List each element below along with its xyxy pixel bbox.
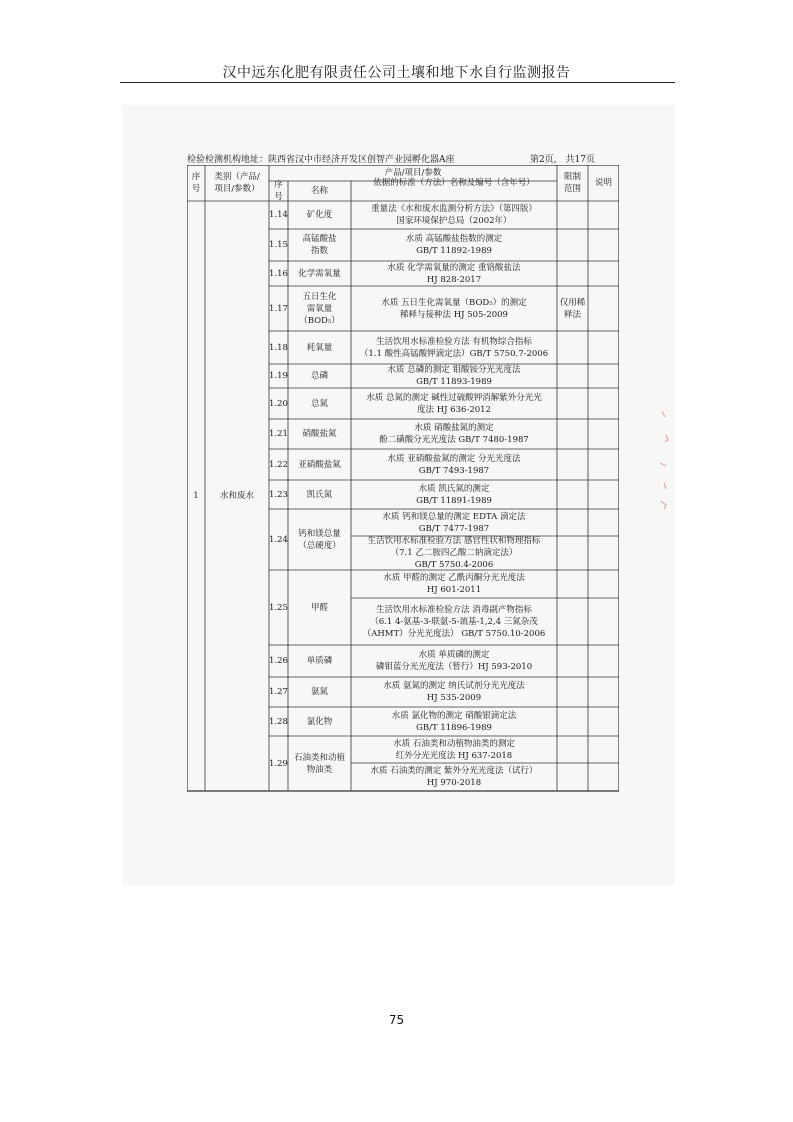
row-note [588, 645, 619, 677]
header-category: 类别（产品/ 项目/参数） [214, 172, 260, 194]
row-limit [557, 449, 588, 480]
row-limit [557, 645, 588, 677]
row-number: 1.18 [269, 342, 288, 353]
lab-address: 检验检测机构地址：陕西省汉中市经济开发区创智产业园孵化器A座 [187, 155, 455, 165]
row-limit [557, 388, 588, 419]
row-limit [557, 480, 588, 509]
group-category: 水和废水 [219, 491, 254, 501]
row-number: 1.29 [269, 758, 288, 769]
row-number: 1.28 [269, 716, 288, 727]
row-standard: 水质 甲醛的测定 乙酰丙酮分光光度法 HJ 601-2011 [383, 573, 525, 595]
header-limit: 限制 范围 [563, 172, 581, 194]
header-divider [120, 82, 675, 83]
row-note [588, 331, 619, 364]
header-sub-seq: 序号 [274, 180, 283, 202]
row-note [588, 286, 619, 331]
test-methods-table [187, 165, 619, 825]
row-parameter-name: 矿化度 [306, 210, 333, 220]
row-standard: 水质 总磷的测定 钼酸铵分光光度法 GB/T 11893-1989 [387, 365, 521, 387]
row-note [588, 449, 619, 480]
header-seq: 序 号 [191, 172, 201, 194]
row-parameter-name: 石油类和动植 物油类 [293, 752, 345, 775]
row-note [588, 419, 619, 449]
page-number: 75 [388, 1013, 405, 1027]
row-note [588, 677, 619, 707]
row-note [588, 229, 619, 261]
row-standard: 水质 亚硝酸盐氮的测定 分光光度法 GB/T 7493-1987 [387, 453, 521, 476]
row-note [588, 509, 619, 570]
row-parameter-name: 耗氧量 [306, 342, 333, 353]
row-number: 1.27 [269, 687, 288, 697]
row-standard: 水质 氯化物的测定 硝酸银滴定法 GB/T 11896-1989 [391, 710, 517, 733]
row-limit [557, 736, 588, 791]
row-parameter-name: 总磷 [310, 371, 328, 381]
row-note [588, 707, 619, 736]
row-number: 1.15 [269, 240, 288, 250]
row-standard: 水质 化学需氧量的测定 重铬酸盐法 HJ 828-2017 [387, 262, 521, 285]
row-number: 1.24 [269, 534, 288, 545]
header-product-group: 产品/项目/参数 [384, 168, 442, 178]
row-note [588, 261, 619, 286]
row-standard: 生活饮用水标准检验方法 有机物综合指标 （1.1 酸性高锰酸钾滴定法）GB/T 5750.7-2006 [359, 336, 549, 359]
row-standard: 水质 高锰酸盐指数的测定 GB/T 11892-1989 [405, 234, 503, 256]
page-indicator: 第2页， 共17页 [529, 155, 595, 165]
row-limit [557, 331, 588, 364]
row-note [588, 364, 619, 388]
header-standard: 依据的标准（方法）名称及编号（含年号） [373, 178, 535, 188]
row-limit [557, 261, 588, 286]
row-limit [557, 419, 588, 449]
row-standard: 水质 单质磷的测定 磷钼蓝分光光度法（暂行）HJ 593-2010 [375, 650, 533, 672]
row-standard: 水质 钙和镁总量的测定 EDTA 滴定法 GB/T 7477-1987 [382, 511, 526, 534]
row-parameter-name: 甲醛 [310, 602, 328, 613]
row-parameter-name: 钙和镁总量 （总硬度） [298, 528, 341, 551]
row-number: 1.19 [269, 371, 288, 381]
header-name: 名称 [310, 186, 328, 196]
row-standard: 水质 五日生化需氧量（BOD₅）的测定 稀释与接种法 HJ 505-2009 [381, 297, 527, 320]
row-parameter-name: 高锰酸盐 指数 [302, 234, 337, 256]
row-standard: 生活饮用水标准检验方法 感官性状和物理指标 （7.1 乙二胺四乙酸二钠滴定法） GB/T 5750.4-2006 [367, 536, 541, 570]
row-note [588, 201, 619, 229]
row-standard: 水质 总氮的测定 碱性过硫酸钾消解紫外分光光 度法 HJ 636-2012 [366, 392, 542, 415]
row-limit [557, 229, 588, 261]
row-standard: 水质 凯氏氮的测定 GB/T 11891-1989 [416, 483, 492, 506]
row-parameter-name: 氯化物 [306, 716, 333, 727]
row-standard: 水质 石油类和动植物油类的测定 红外分光光度法 HJ 637-2018 [393, 738, 515, 761]
row-note [588, 388, 619, 419]
row-parameter-name: 硝酸盐氮 [302, 429, 337, 439]
row-number: 1.22 [269, 459, 288, 470]
row-number: 1.25 [269, 602, 288, 613]
page-header-title: 汉中远东化肥有限责任公司土壤和地下水自行监测报告 [222, 65, 571, 81]
row-limit [557, 570, 588, 645]
row-limit [557, 677, 588, 707]
row-standard: 重量法《水和废水监测分析方法》（第四版） 国家环境保护总局（2002年） [371, 204, 537, 226]
row-note [588, 480, 619, 509]
row-number: 1.23 [269, 489, 288, 500]
row-limit [557, 509, 588, 570]
row-parameter-name: 总氮 [310, 398, 328, 409]
row-limit [557, 201, 588, 229]
row-parameter-name: 亚硝酸盐氮 [298, 459, 341, 470]
stamp-marks [652, 405, 682, 515]
row-parameter-name: 氨氮 [310, 687, 328, 697]
row-number: 1.26 [269, 656, 288, 666]
row-parameter-name: 单质磷 [306, 656, 333, 666]
row-parameter-name: 化学需氧量 [298, 268, 341, 279]
row-parameter-name: 凯氏氮 [306, 489, 333, 500]
row-number: 1.20 [269, 398, 288, 409]
row-limit [557, 364, 588, 388]
row-limit: 仅用稀 释法 [559, 297, 586, 320]
row-limit [557, 707, 588, 736]
row-number: 1.21 [269, 429, 288, 439]
group-seq: 1 [193, 491, 199, 501]
row-parameter-name: 五日生化 需氧量 （BOD₅） [299, 291, 340, 326]
row-number: 1.16 [269, 268, 288, 279]
row-standard: 生活饮用水标准检验方法 消毒副产物指标 （6.1 4-氨基-3-联氨-5-巯基-1,2,4 三氮杂茂 （AHMT）分光光度法） GB/T 5750.10-2006 [362, 604, 546, 639]
row-number: 1.17 [269, 303, 288, 314]
row-standard: 水质 硝酸盐氮的测定 酚二磺酸分光光度法 GB/T 7480-1987 [379, 423, 529, 445]
row-standard: 水质 氨氮的测定 纳氏试剂分光光度法 HJ 535-2009 [383, 681, 525, 703]
header-note: 说明 [594, 178, 612, 188]
row-standard: 水质 石油类的测定 紫外分光光度法（试行） HJ 970-2018 [370, 766, 538, 788]
row-number: 1.14 [269, 210, 288, 220]
row-note [588, 736, 619, 791]
row-note [588, 570, 619, 645]
